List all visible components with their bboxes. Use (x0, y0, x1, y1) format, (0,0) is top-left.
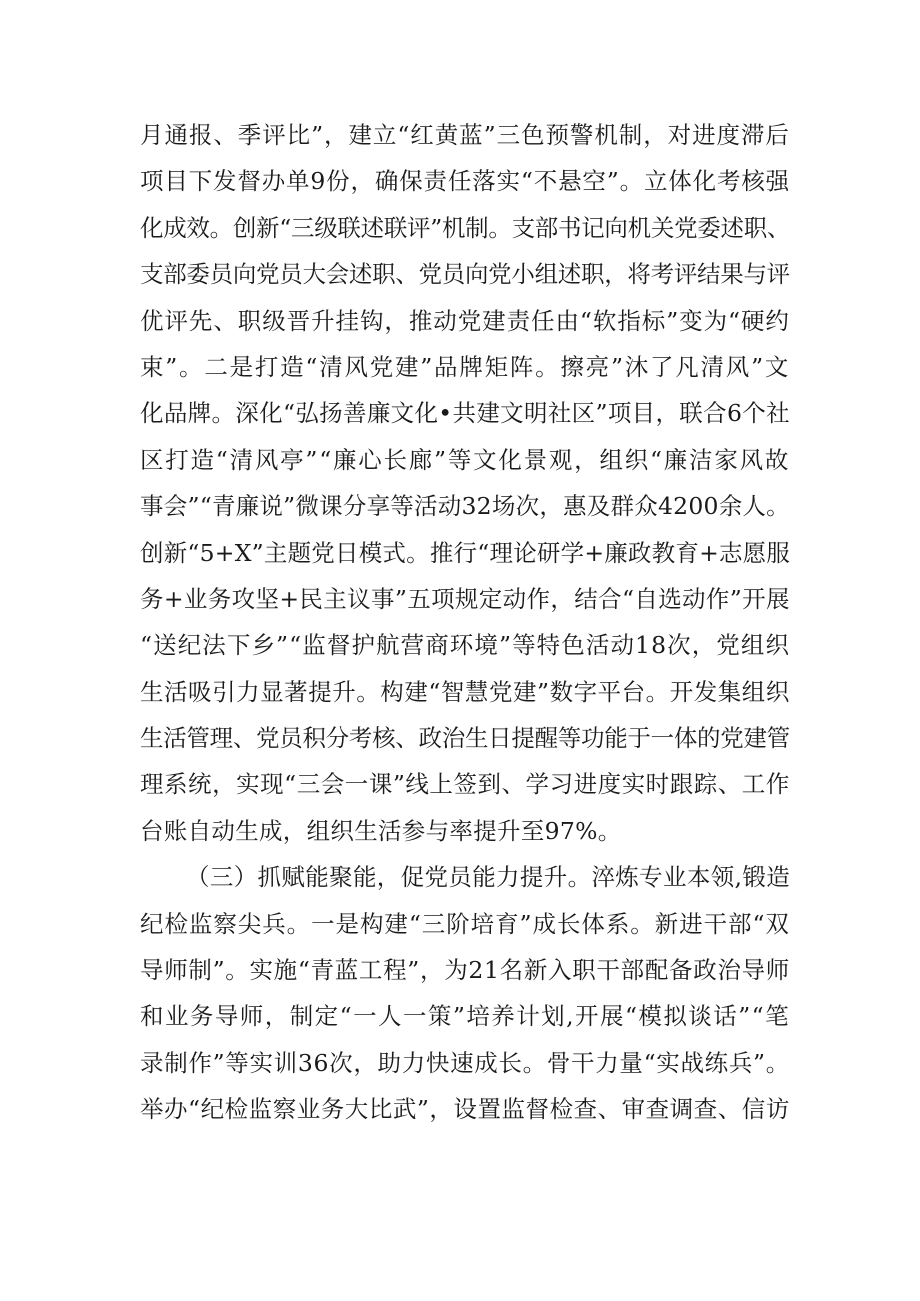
text-line: 化品牌。深化“弘扬善廉文化•共建文明社区”项目，联合6个社 (140, 399, 790, 428)
text-line: 和业务导师，制定“一人一策”培养计划,开展“模拟谈话”“笔 (140, 1002, 791, 1031)
text-line: 台账自动生成，组织生活参与率提升至97%。 (140, 816, 622, 845)
text-line: 录制作”等实训36次，助力快速成长。骨干力量“实战练兵”。 (140, 1048, 790, 1077)
text-line: 事会”“青廉说”微课分享等活动32场次，惠及群众4200余人。 (140, 492, 790, 521)
text-line: 生活管理、党员积分考核、政治生日提醒等功能于一体的党建管 (140, 724, 790, 753)
text-line: 举办“纪检监察业务大比武”，设置监督检查、审查调查、信访 (140, 1095, 790, 1124)
text-line: 束”。二是打造“清风党建”品牌矩阵。擦亮”沐了凡清风”文 (140, 352, 791, 381)
document-body (140, 112, 790, 1133)
text-line: 区打造“清风亭”“廉心长廊”等文化景观，组织“廉洁家风故 (140, 445, 791, 474)
text-line: 月通报、季评比”，建立“红黄蓝”三色预警机制，对进度滞后 (140, 121, 790, 149)
text-line: 务+业务攻坚+民主议事”五项规定动作，结合“自选动作”开展 (140, 584, 790, 613)
text-line: 创新“5+X”主题党日模式。推行“理论研学+廉政教育+志愿服 (140, 538, 791, 567)
text-line: “送纪法下乡”“监督护航营商环境”等特色活动18次，党组织 (140, 631, 791, 660)
text-line: 理系统，实现“三会一课”线上签到、学习进度实时跟踪、工作 (140, 770, 790, 799)
text-line: 导师制”。实施“青蓝工程”，为21名新入职干部配备政治导师 (140, 956, 790, 985)
text-line: 纪检监察尖兵。一是构建“三阶培育”成长体系。新进干部“双 (140, 909, 790, 938)
text-line: 生活吸引力显著提升。构建“智慧党建”数字平台。开发集组织 (140, 677, 790, 706)
section-heading-line: （三）抓赋能聚能，促党员能力提升。淬炼专业本领,锻造 (186, 863, 791, 892)
text-line: 优评先、职级晋升挂钩，推动党建责任由“软指标”变为“硬约 (140, 306, 790, 335)
text-line: 支部委员向党员大会述职、党员向党小组述职，将考评结果与评 (140, 260, 790, 289)
text-line: 项目下发督办单9份，确保责任落实“不悬空”。立体化考核强 (140, 167, 790, 196)
text-line: 化成效。创新“三级联述联评”机制。支部书记向机关党委述职、 (140, 213, 791, 242)
